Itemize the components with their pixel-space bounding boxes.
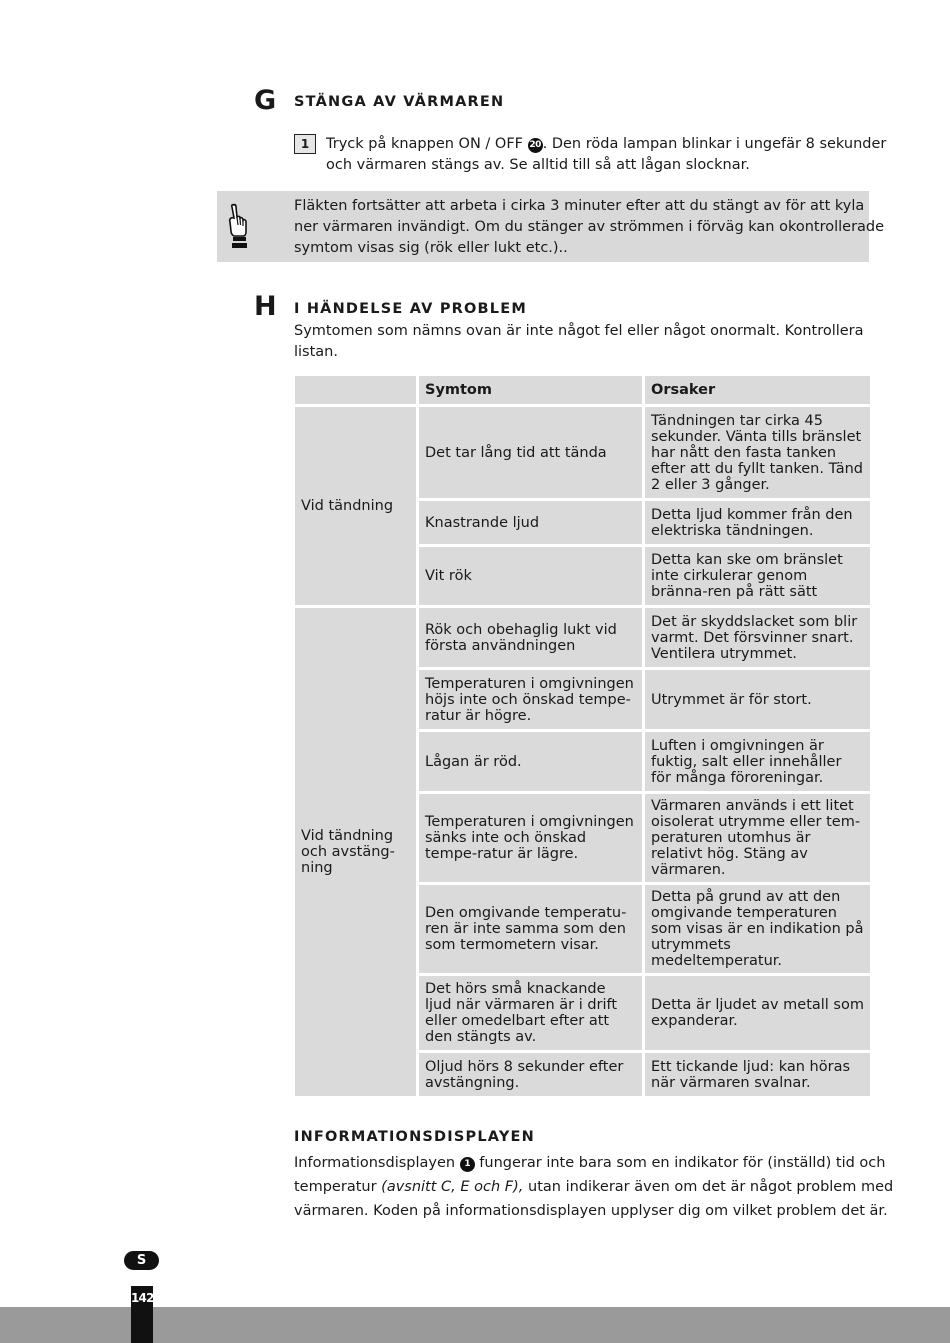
info-line-1-a: Informationsdisplayen (294, 1155, 460, 1171)
button-ref-badge: 20 (528, 138, 543, 153)
info-line-2-b: utan indikerar även om det är något problem med (523, 1179, 894, 1195)
cause-cell: Detta kan ske om bränslet inte cirkulerar genom bränna-ren på rätt sätt (645, 547, 870, 605)
language-badge: S (124, 1251, 159, 1270)
symptom-cell: Knastrande ljud (419, 501, 642, 544)
section-letter-g: G (254, 85, 277, 116)
symptom-cell: Vit rök (419, 547, 642, 605)
problem-table (292, 373, 873, 1099)
step-text-a: Tryck på knappen ON / OFF (326, 136, 528, 152)
display-ref-badge: 1 (460, 1157, 475, 1172)
header-cell-cause: Orsaker (645, 376, 870, 404)
table-header-row (295, 376, 870, 404)
note-line-3: symtom visas sig (rök eller lukt etc.).. (294, 240, 568, 256)
cause-cell: Tändningen tar cirka 45 sekunder. Vänta tills bränslet har nått den fasta tanken efter att du fyllt tanken. Tänd 2 eller 3 gånger. (645, 407, 870, 498)
table-row (295, 407, 870, 498)
cause-cell: Ett tickande ljud: kan höras när värmaren svalnar. (645, 1053, 870, 1096)
symptom-cell: Det tar lång tid att tända (419, 407, 642, 498)
info-line-2-italic: (avsnitt C, E och F), (381, 1179, 524, 1195)
step-text-b: . Den röda lampan blinkar i ungefär 8 sekunder (542, 136, 887, 152)
intro-line-1: Symtomen som nämns ovan är inte något fel eller något onormalt. Kontrollera (294, 323, 864, 339)
section-title-h: I HÄNDELSE AV PROBLEM (294, 301, 527, 317)
symptom-cell: Den omgivande temperatu-ren är inte samma som den som termometern visar. (419, 885, 642, 973)
note-box (217, 191, 885, 262)
pointing-hand-icon (225, 201, 251, 251)
info-line-2-a: temperatur (294, 1179, 382, 1195)
cause-cell: Detta är ljudet av metall som expanderar. (645, 976, 870, 1050)
cause-cell: Det är skyddslacket som blir varmt. Det försvinner snart. Ventilera utrymmet. (645, 608, 870, 667)
header-cell-blank (295, 376, 416, 404)
symptom-cell: Rök och obehaglig lukt vid första användningen (419, 608, 642, 667)
cause-cell: Detta på grund av att den omgivande temperaturen som visas är en indikation på utrymmets medeltemperatur. (645, 885, 870, 973)
symptom-cell: Det hörs små knackande ljud när värmaren är i drift eller omedelbart efter att den stängts av. (419, 976, 642, 1050)
step-text-c: och värmaren stängs av. Se alltid till så att lågan slocknar. (326, 157, 750, 173)
symptom-cell: Temperaturen i omgivningen höjs inte och önskad tempe-ratur är högre. (419, 670, 642, 729)
group-label-ignition: Vid tändning (295, 407, 416, 605)
step-number-box: 1 (294, 134, 316, 154)
info-paragraph (294, 1151, 894, 1223)
header-cell-symptom: Symtom (419, 376, 642, 404)
info-title: INFORMATIONSDISPLAYEN (294, 1129, 535, 1145)
section-title-g: STÄNGA AV VÄRMAREN (294, 94, 505, 110)
section-letter-h: H (254, 291, 277, 322)
group-label-ignition-shutdown: Vid tändning och avstäng-ning (295, 608, 416, 1096)
cause-cell: Luften i omgivningen är fuktig, salt eller innehåller för många föroreningar. (645, 732, 870, 791)
cause-cell: Värmaren används i ett litet oisolerat utrymme eller tem-peraturen utomhus är relativt hög. Stäng av värmaren. (645, 794, 870, 882)
cause-cell: Detta ljud kommer från den elektriska tändningen. (645, 501, 870, 544)
table-row (295, 608, 870, 667)
page-number: 142 (131, 1291, 154, 1305)
info-line-1-b: fungerar inte bara som en indikator för (inställd) tid och (474, 1155, 886, 1171)
intro-line-2: listan. (294, 344, 338, 360)
info-line-3: värmaren. Koden på informationsdisplayen upplyser dig om vilket problem det är. (294, 1203, 888, 1219)
symptom-cell: Lågan är röd. (419, 732, 642, 791)
note-line-1: Fläkten fortsätter att arbeta i cirka 3 minuter efter att du stängt av för att kyla (294, 198, 865, 214)
symptom-cell: Temperaturen i omgivningen sänks inte och önskad tempe-ratur är lägre. (419, 794, 642, 882)
cause-cell: Utrymmet är för stort. (645, 670, 870, 729)
symptom-cell: Oljud hörs 8 sekunder efter avstängning. (419, 1053, 642, 1096)
note-line-2: ner värmaren invändigt. Om du stänger av strömmen i förväg kan okontrollerade (294, 219, 885, 235)
step-text (326, 134, 886, 176)
